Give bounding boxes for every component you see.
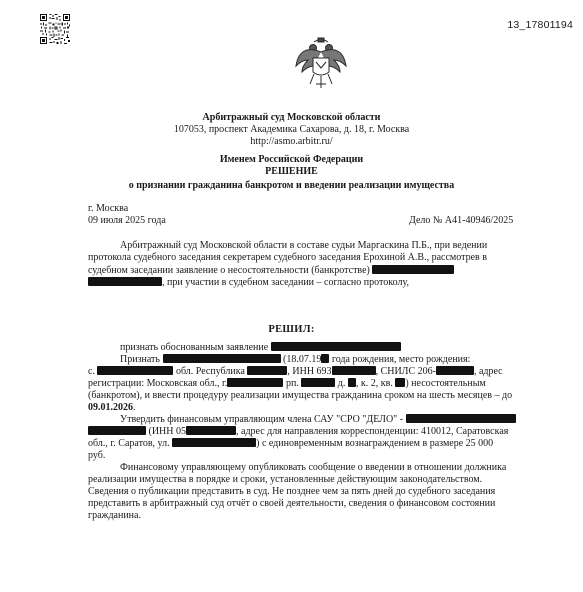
decision-subject: о признании гражданина банкротом и введении реализации имущества [128, 180, 455, 191]
decision-item-3-line-3: обл., г. Саратов, ул. ) с единовременным вознаграждением в размере 25 000 [88, 438, 494, 449]
decision-heading: РЕШЕНИЕ [265, 166, 318, 177]
decision-item-2-line-5: 09.01.2026. [88, 402, 136, 413]
final-line-3: Сведения о публикации представить в суд. Не позднее чем за пять дней до судебного заседания [88, 486, 496, 497]
intro-line-4: , при участии в судебном заседании – согласно протоколу, [88, 277, 409, 290]
decision-date: 09 июля 2025 года [88, 215, 166, 226]
final-line-2: реализации имущества в порядке и сроки, установленные действующим законодательством. [88, 474, 483, 485]
resolved-title: РЕШИЛ: [268, 324, 315, 335]
decision-item-3-line-2: (ИНН 05 , адрес для направления корреспонденции: 410012, Саратовская [88, 426, 508, 439]
case-number: Дело № А41-40946/2025 [409, 215, 514, 226]
redacted-text [172, 438, 256, 447]
redacted-text [436, 366, 474, 375]
intro-line-1: Арбитражный суд Московской области в составе судьи Маргаскина П.Б., при ведении [120, 240, 488, 251]
intro-line-2: протокола судебного заседания секретарем судебного заседания Ерохиной А.В., рассмотрев в [88, 252, 487, 263]
decision-item-2-line-2: с. обл. Республика , ИНН 693 , СНИЛС 206- , адрес [88, 366, 503, 377]
document-id: 13_17801194 [507, 19, 573, 31]
redacted-text [406, 414, 516, 423]
redacted-text [163, 354, 281, 363]
redacted-text [271, 342, 401, 351]
redacted-text [301, 378, 335, 387]
decision-item-2-line-3: регистрации: Московская обл., г. рп. д. , к. 2, кв. ) несостоятельным [88, 378, 486, 389]
decision-item-2-line-4: (банкротом), и ввести процедуру реализации имущества гражданина сроком на шесть месяцев – до [88, 390, 513, 401]
redacted-text [88, 426, 146, 435]
city: г. Москва [88, 203, 129, 214]
redacted-text [321, 354, 329, 363]
redacted-text [227, 378, 283, 387]
decision-item-3: Утвердить финансовым управляющим члена САУ "СРО "ДЕЛО" - [120, 414, 516, 427]
redacted-text [348, 378, 356, 387]
redacted-text [247, 366, 287, 375]
court-address: 107053, проспект Академика Сахарова, д. 18, г. Москва [173, 124, 410, 135]
qr-code-icon [40, 14, 70, 44]
decision-item-1: признать обоснованным заявление [120, 342, 401, 355]
redacted-text [186, 426, 236, 435]
redacted-text [88, 277, 162, 286]
in-name-of-rf: Именем Российской Федерации [219, 154, 364, 165]
decision-item-2: Признать (18.07.19 года рождения, место рождения: [120, 354, 471, 365]
court-website: http://asmo.arbitr.ru/ [250, 136, 333, 147]
final-line-5: гражданина. [88, 510, 141, 521]
redacted-text [372, 265, 454, 274]
court-name: Арбитражный суд Московской области [202, 112, 381, 123]
redacted-text [332, 366, 376, 375]
redacted-text [395, 378, 405, 387]
intro-line-3: судебном заседании заявление о несостоятельности (банкротстве) [88, 265, 454, 278]
coat-of-arms-icon [294, 36, 348, 92]
final-line-4: представить в арбитражный суд отчёт о своей деятельности, сведения о финансовом состоянии [88, 498, 496, 509]
redacted-text [97, 366, 173, 375]
decision-item-3-line-4: руб. [88, 450, 106, 461]
final-line-1: Финансовому управляющему опубликовать сообщение о введении в отношении должника [120, 462, 507, 473]
